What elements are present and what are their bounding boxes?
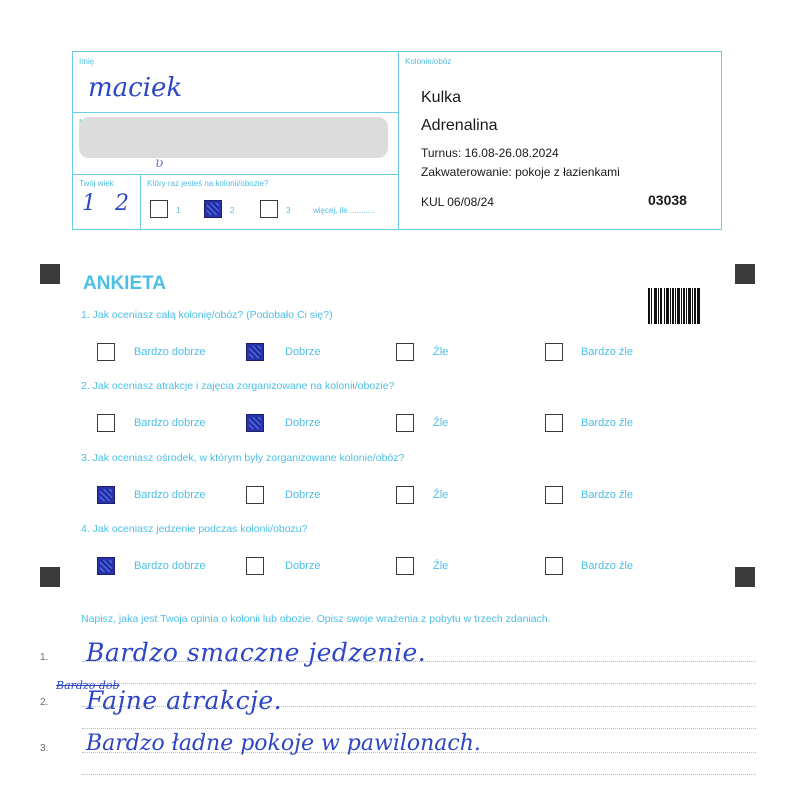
camp-code: KUL 06/08/24 [421, 195, 494, 209]
visit-count-option-2: 2 [230, 206, 235, 215]
turnus-value: 16.08-26.08.2024 [464, 146, 559, 160]
registration-marker-top-left [40, 264, 60, 284]
registration-marker-bottom-right [735, 567, 755, 587]
first-name-value[interactable]: maciek [88, 73, 183, 103]
question-4-option-2-label: Dobrze [285, 560, 321, 572]
visit-count-checkbox-2[interactable] [204, 200, 222, 218]
opinion-answer-2[interactable]: Fajne atrakcje. [86, 686, 283, 715]
question-3-checkbox-3[interactable] [396, 486, 414, 504]
question-2-checkbox-1[interactable] [97, 414, 115, 432]
camp-name: Kulka [421, 89, 462, 106]
question-3-option-4-label: Bardzo źle [581, 489, 633, 501]
opinion-prompt: Napisz, jaka jest Twoja opinia o kolonii lub obozie. Opisz swoje wrażenia z pobytu w trzech zdaniach. [81, 613, 551, 625]
turnus-row [421, 146, 559, 160]
form-number: 03038 [648, 192, 687, 208]
visit-count-label: Który raz jesteś na kolonii/obozie? [147, 179, 269, 188]
question-2-checkbox-4[interactable] [545, 414, 563, 432]
question-3-option-1-label: Bardzo dobrze [134, 489, 206, 501]
opinion-answer-1[interactable]: Bardzo smaczne jedzenie. [86, 638, 427, 667]
question-4-text: 4. Jak oceniasz jedzenie podczas kolonii/obozu? [81, 523, 308, 535]
opinion-line-3b [82, 774, 756, 775]
opinion-line-number-1: 1. [40, 652, 49, 663]
question-4-checkbox-3[interactable] [396, 557, 414, 575]
question-1-option-3-label: Źle [433, 346, 449, 358]
question-1-checkbox-1[interactable] [97, 343, 115, 361]
visit-count-option-1: 1 [176, 206, 181, 215]
age-label: Twój wiek [79, 179, 114, 188]
first-name-label: Imię [79, 57, 95, 66]
camp-program: Adrenalina [421, 117, 498, 134]
question-1-option-1-label: Bardzo dobrze [134, 346, 206, 358]
accommodation-label: Zakwaterowanie: [421, 165, 512, 179]
question-4-option-4-label: Bardzo źle [581, 560, 633, 572]
question-1-option-2-label: Dobrze [285, 346, 321, 358]
question-3-checkbox-1[interactable] [97, 486, 115, 504]
question-3-checkbox-4[interactable] [545, 486, 563, 504]
question-2-option-1-label: Bardzo dobrze [134, 417, 206, 429]
registration-marker-bottom-left [40, 567, 60, 587]
question-1-option-4-label: Bardzo źle [581, 346, 633, 358]
question-3-text: 3. Jak oceniasz ośrodek, w którym były zorganizowane kolonie/obóz? [81, 452, 405, 464]
last-name-value-fragment: ʋ [155, 155, 164, 171]
redacted-last-name [79, 117, 388, 158]
question-1-text: 1. Jak oceniasz całą kolonię/obóz? (Podobało Ci się?) [81, 309, 333, 321]
barcode-icon [648, 288, 700, 324]
question-2-checkbox-3[interactable] [396, 414, 414, 432]
accommodation-row [421, 165, 620, 179]
question-2-text: 2. Jak oceniasz atrakcje i zajęcia zorganizowane na kolonii/obozie? [81, 380, 395, 392]
question-2-option-4-label: Bardzo źle [581, 417, 633, 429]
visit-count-checkbox-1[interactable] [150, 200, 168, 218]
question-4-checkbox-4[interactable] [545, 557, 563, 575]
turnus-label: Turnus: [421, 146, 462, 160]
question-4-option-1-label: Bardzo dobrze [134, 560, 206, 572]
question-2-option-3-label: Źle [433, 417, 449, 429]
question-3-checkbox-2[interactable] [246, 486, 264, 504]
accommodation-value: pokoje z łazienkami [515, 165, 620, 179]
question-1-checkbox-3[interactable] [396, 343, 414, 361]
question-2-checkbox-2[interactable] [246, 414, 264, 432]
opinion-line-number-2: 2. [40, 697, 49, 708]
opinion-crossed-text: Bardzo dob [56, 679, 120, 692]
question-2-option-2-label: Dobrze [285, 417, 321, 429]
question-1-checkbox-2[interactable] [246, 343, 264, 361]
question-4-checkbox-1[interactable] [97, 557, 115, 575]
age-value[interactable]: 1 2 [82, 191, 135, 216]
question-3-option-2-label: Dobrze [285, 489, 321, 501]
question-1-checkbox-4[interactable] [545, 343, 563, 361]
opinion-answer-3[interactable]: Bardzo ładne pokoje w pawilonach. [86, 731, 481, 756]
question-4-checkbox-2[interactable] [246, 557, 264, 575]
question-3-option-3-label: Źle [433, 489, 449, 501]
survey-title: ANKIETA [83, 273, 167, 294]
registration-marker-top-right [735, 264, 755, 284]
visit-count-option-3: 3 [286, 206, 291, 215]
opinion-line-2b [82, 728, 756, 729]
question-4-option-3-label: Źle [433, 560, 449, 572]
visit-count-more: więcej, ile ........... [313, 206, 375, 215]
visit-count-checkbox-3[interactable] [260, 200, 278, 218]
opinion-line-1b [82, 683, 756, 684]
camp-label: Kolonie/obóz [405, 57, 452, 66]
opinion-line-number-3: 3. [40, 743, 49, 754]
